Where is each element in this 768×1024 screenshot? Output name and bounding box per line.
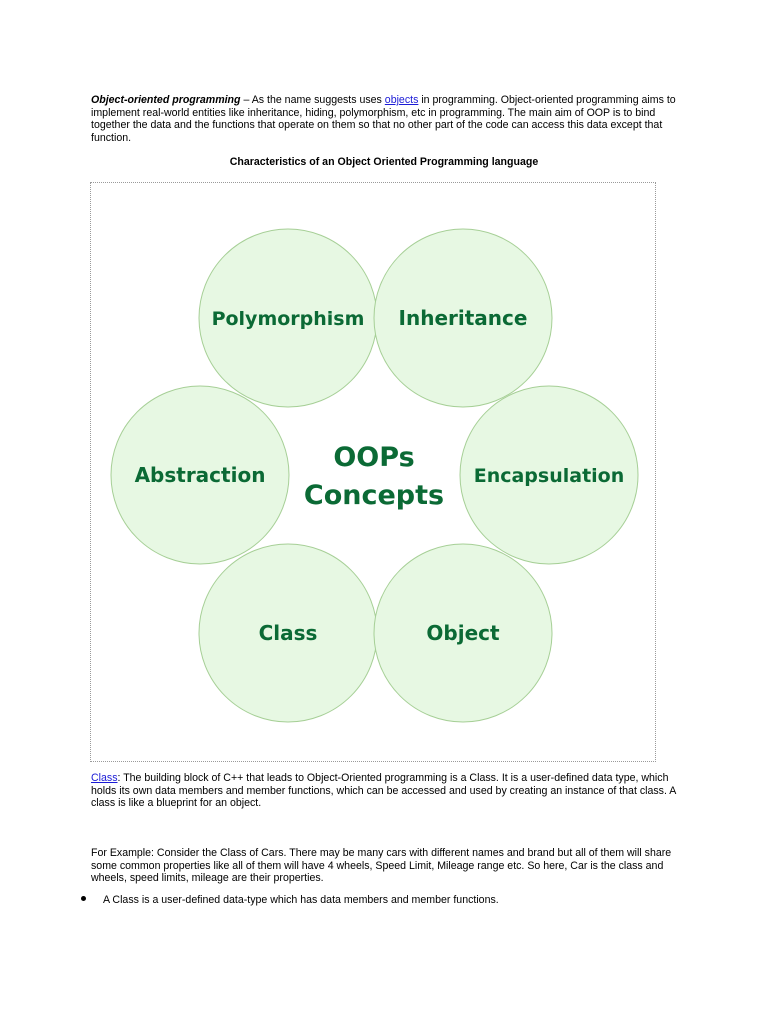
diagram-title: Characteristics of an Object Oriented Programming language: [229, 156, 539, 168]
intro-paragraph: [91, 94, 691, 144]
class-link[interactable]: Class: [91, 772, 118, 784]
center-label-oops: OOPs: [333, 442, 415, 473]
concept-label-polymorphism: Polymorphism: [211, 308, 365, 330]
bullet-dot-icon: [81, 896, 86, 901]
concept-label-inheritance: Inheritance: [398, 306, 528, 330]
intro-text-before-link: – As the name suggests uses: [240, 94, 385, 106]
class-definition-paragraph: [91, 772, 691, 810]
oops-concepts-diagram: [90, 182, 656, 762]
example-paragraph: For Example: Consider the Class of Cars. There may be many cars with different names and brand but all of them will share some common properties like all of them will have 4 wheels, Speed Limit, Mileage range etc. So here, Car is the class and wheels, speed limits, mileage are their properties.: [91, 847, 672, 885]
bullet-text: A Class is a user-defined data-type which has data members and member functions.: [103, 894, 499, 906]
concept-label-encapsulation: Encapsulation: [473, 465, 625, 487]
concept-label-object: Object: [426, 621, 500, 645]
class-definition-text: : The building block of C++ that leads to Object-Oriented programming is a Class. It is a user-defined data type, which holds its own data members and member functions, which can be accessed and used by creating an instance of that class. A class is like a blueprint for an object.: [91, 772, 676, 810]
concept-label-abstraction: Abstraction: [134, 463, 266, 487]
concept-label-class: Class: [258, 621, 318, 645]
objects-link[interactable]: objects: [384, 94, 419, 106]
intro-text-rest: in programming. Object-oriented programming aims to implement real-world entities like inheritance, hiding, polymorphism, etc in programming. The main aim of OOP is to bind together the data and the functions that operate on them so that no other part of the code can access this data except that function.: [91, 94, 676, 144]
center-label-concepts: Concepts: [303, 480, 445, 511]
bullet-list-item: [81, 894, 499, 907]
intro-lead: Object-oriented programming: [91, 94, 241, 106]
